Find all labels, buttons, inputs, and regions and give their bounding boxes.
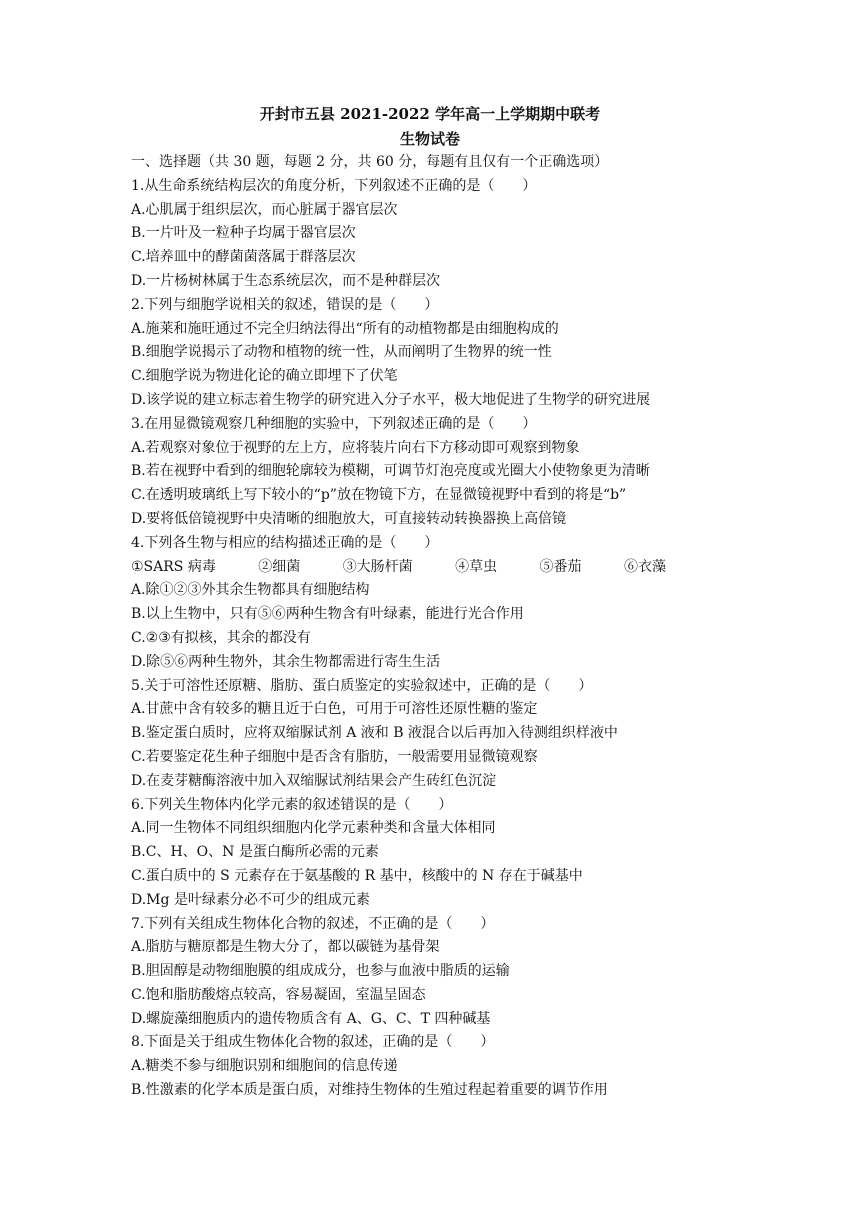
- answer-option: D.除⑤⑥两种生物外，其余生物都需进行寄生生活: [131, 653, 441, 670]
- question-stem: 8.下面是关于组成生物体化合物的叙述，正确的是（ ）: [131, 1034, 495, 1051]
- answer-option: A.心肌属于组织层次，而心脏属于器官层次: [131, 201, 398, 218]
- answer-option: B.若在视野中看到的细胞轮廓较为模糊，可调节灯泡亮度或光圈大小使物象更为清晰: [131, 463, 650, 480]
- q4-organism-item: ⑤番茄: [539, 558, 582, 575]
- question-stem: 7.下列有关组成生物体化合物的叙述，不正确的是（ ）: [131, 915, 495, 932]
- answer-option: C.细胞学说为物进化论的确立即埋下了伏笔: [131, 368, 398, 385]
- answer-option: A.脂肪与糖原都是生物大分了，都以碳链为基骨架: [131, 939, 440, 956]
- exam-body: [131, 151, 731, 1103]
- answer-option: A.除①②③外其余生物都具有细胞结构: [131, 582, 370, 599]
- q4-organism-item: ④草虫: [455, 558, 498, 575]
- answer-option: B.C、H、O、N 是蛋白酶所必需的元素: [131, 844, 379, 861]
- answer-option: A.若观察对象位于视野的左上方，应将装片向右下方移动即可观察到物象: [131, 439, 580, 456]
- answer-option: A.糖类不参与细胞识别和细胞间的信息传递: [131, 1058, 398, 1075]
- q4-organism-item: ③大肠杆菌: [342, 558, 413, 575]
- exam-subtitle: 生物试卷: [399, 130, 460, 148]
- answer-option: B.一片叶及一粒种子均属于器官层次: [131, 225, 356, 242]
- question-stem: 6.下列关生物体内化学元素的叙述错误的是（ ）: [131, 796, 453, 813]
- answer-option: C.培养皿中的酵菌菌落属于群落层次: [131, 249, 356, 266]
- question-lines: [131, 175, 731, 1103]
- answer-option: B.细胞学说揭示了动物和植物的统一性，从而阐明了生物界的统一性: [131, 344, 552, 361]
- answer-option: B.以上生物中，只有⑤⑥两种生物含有叶绿素，能进行光合作用: [131, 606, 524, 623]
- section-heading: 一、选择题（共 30 题，每题 2 分，共 60 分，每题有且仅有一个正确选项）: [131, 154, 609, 170]
- answer-option: C.若要鉴定花生种子细胞中是否含有脂肪，一般需要用显微镜观察: [131, 748, 538, 765]
- question-stem: 2.下列与细胞学说相关的叙述，错误的是（ ）: [131, 296, 439, 313]
- question-stem: 4.下列各生物与相应的结构描述正确的是（ ）: [131, 534, 439, 551]
- q4-organism-list: [131, 556, 666, 580]
- answer-option: B.性激素的化学本质是蛋白质，对维持生物体的生殖过程起着重要的调节作用: [131, 1082, 608, 1099]
- answer-option: D.螺旋藻细胞质内的遗传物质含有 A、G、C、T 四种碱基: [131, 1010, 491, 1027]
- answer-option: D.一片杨树林属于生态系统层次，而不是种群层次: [131, 272, 441, 289]
- answer-option: C.饱和脂肪酸熔点较高，容易凝固，室温呈固态: [131, 986, 426, 1003]
- answer-option: A.施莱和施旺通过不完全归纳法得出“所有的动植物都是由细胞构成的: [131, 320, 559, 337]
- answer-option: D.要将低倍镜视野中央清晰的细胞放大，可直接转动转换器换上高倍镜: [131, 510, 567, 527]
- q4-organism-item: ①SARS 病毒: [131, 558, 216, 575]
- answer-option: C.在透明玻璃纸上写下较小的“p”放在物镜下方，在显微镜视野中看到的将是“b”: [131, 487, 627, 504]
- q4-organism-item: ⑥衣藻: [623, 558, 666, 575]
- answer-option: D.Mg 是叶绿素分必不可少的组成元素: [131, 891, 370, 908]
- answer-option: A.甘蔗中含有较多的糖且近于白色，可用于可溶性还原性糖的鉴定: [131, 701, 538, 718]
- question-stem: 3.在用显微镜观察几种细胞的实验中，下列叙述正确的是（ ）: [131, 415, 537, 432]
- question-stem: 5.关于可溶性还原糖、脂肪、蛋白质鉴定的实验叙述中，正确的是（ ）: [131, 677, 593, 694]
- answer-option: B.胆固醇是动物细胞膜的组成成分，也参与血液中脂质的运输: [131, 963, 510, 980]
- answer-option: C.②③有拟核，其余的都没有: [131, 629, 311, 646]
- answer-option: D.该学说的建立标志着生物学的研究进入分子水平，极大地促进了生物学的研究进展: [131, 391, 651, 408]
- answer-option: D.在麦芽糖酶溶液中加入双缩脲试剂结果会产生砖红色沉淀: [131, 772, 497, 789]
- answer-option: A.同一生物体不同组织细胞内化学元素种类和含量大体相同: [131, 820, 496, 837]
- q4-organism-item: ②细菌: [258, 558, 301, 575]
- answer-option: B.鉴定蛋白质时，应将双缩脲试剂 A 液和 B 液混合以后再加入待测组织样液中: [131, 725, 618, 742]
- answer-option: C.蛋白质中的 S 元素存在于氨基酸的 R 基中，核酸中的 N 存在于碱基中: [131, 867, 583, 884]
- question-stem: 1.从生命系统结构层次的角度分析，下列叙述不正确的是（ ）: [131, 177, 537, 194]
- exam-title: 开封市五县 2021-2022 学年高一上学期期中联考: [259, 105, 601, 123]
